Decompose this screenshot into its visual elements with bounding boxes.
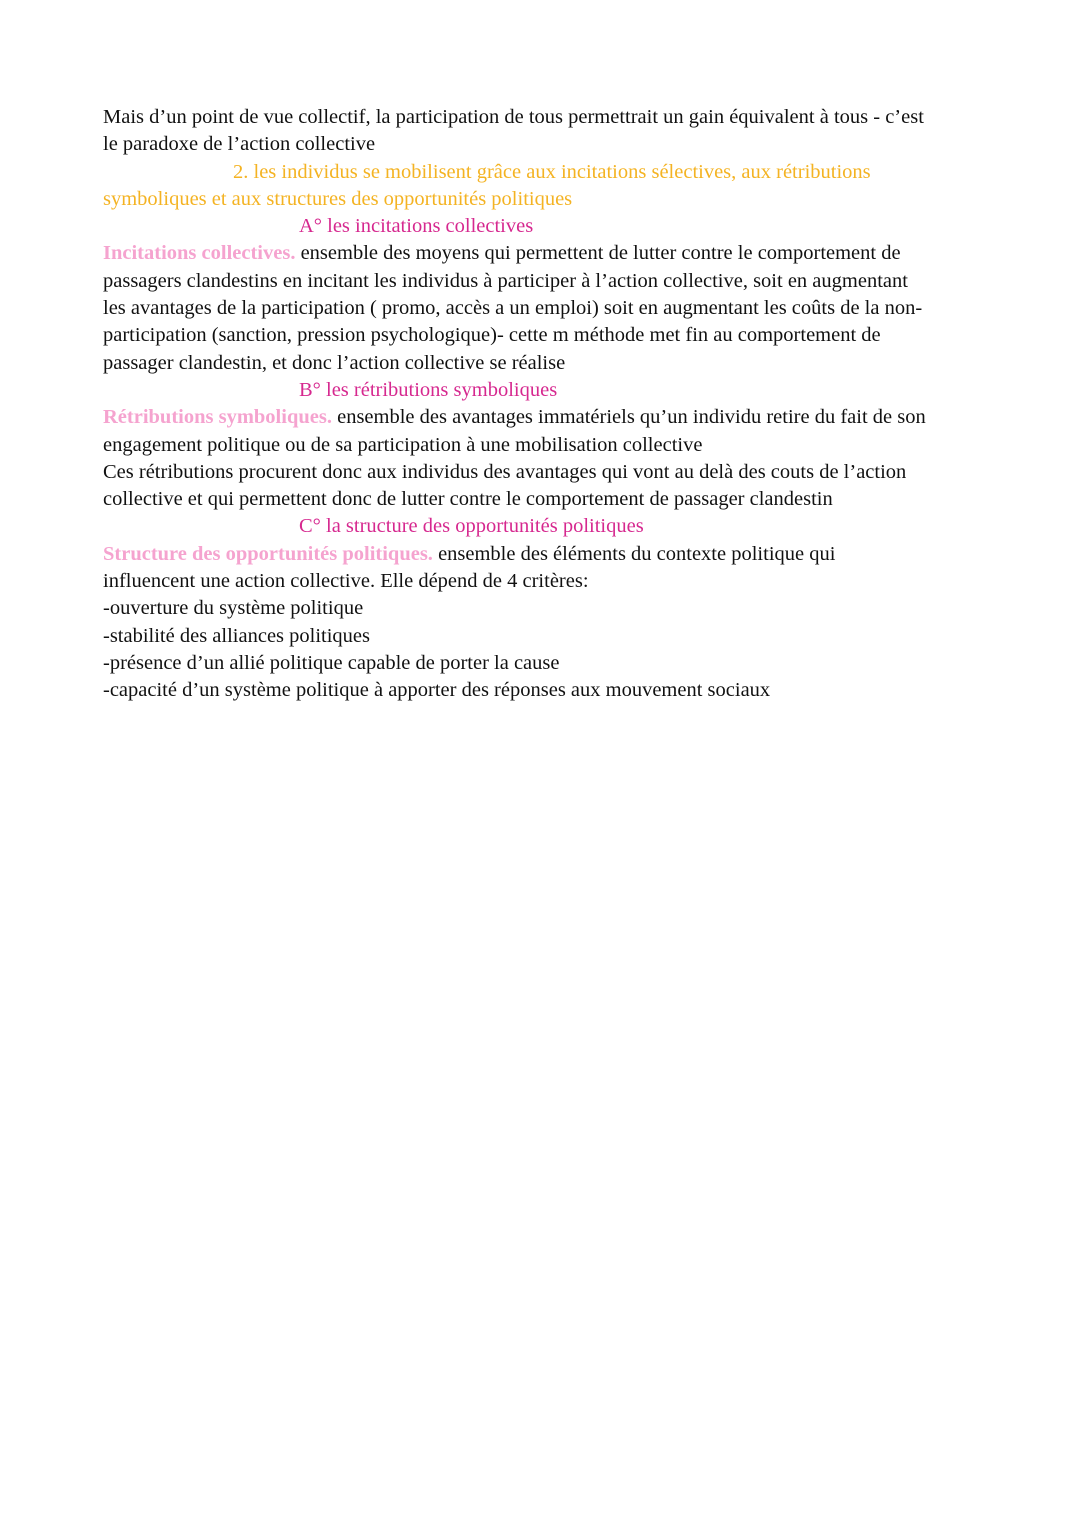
intro-line-1: Mais d’un point de vue collectif, la participation de tous permettrait un gain équivalent à tous - c’est [103, 106, 924, 128]
criteria-list-item: -présence d’un allié politique capable de porter la cause [103, 651, 560, 674]
subheading-c: C° la structure des opportunités politiques [299, 515, 644, 538]
definition-c-first-line [103, 541, 1003, 568]
section-heading-line-1: 2. les individus se mobilisent grâce aux incitations sélectives, aux rétributions [233, 160, 871, 183]
section-heading-line-2: symboliques et aux structures des opportunités politiques [103, 187, 573, 210]
definition-b-text: ensemble des avantages immatériels qu’un individu retire du fait de son [331, 406, 926, 429]
paragraph-a-line: participation (sanction, pression psychologique)- cette m méthode met fin au comportement de [103, 324, 881, 347]
paragraph-a-line: les avantages de la participation ( promo, accès a un emploi) soit en augmentant les coûts de la non- [103, 297, 923, 320]
intro-line-2: le paradoxe de l’action collective [103, 133, 376, 156]
criteria-list-item: -stabilité des alliances politiques [103, 624, 371, 647]
subheading-a: A° les incitations collectives [299, 215, 534, 238]
definition-a-text: ensemble des moyens qui permettent de lutter contre le comportement de [295, 242, 901, 265]
criteria-list-item: -capacité d’un système politique à apporter des réponses aux mouvement sociaux [103, 679, 771, 702]
criteria-list-item: -ouverture du système politique [103, 597, 364, 620]
paragraph-b-line: engagement politique ou de sa participation à une mobilisation collective [103, 433, 703, 456]
subheading-b: B° les rétributions symboliques [299, 378, 558, 401]
definition-b-first-line [103, 404, 1003, 431]
paragraph-b-line: Ces rétributions procurent donc aux individus des avantages qui vont au delà des couts de l’action [103, 460, 907, 483]
term-incitations-collectives: Incitations collectives. [103, 242, 296, 265]
definition-c-text: ensemble des éléments du contexte politique qui [432, 542, 836, 565]
paragraph-a-line: passager clandestin, et donc l’action collective se réalise [103, 351, 566, 374]
paragraph-b-line: collective et qui permettent donc de lutter contre le comportement de passager clandestin [103, 488, 833, 511]
paragraph-c-line: influencent une action collective. Elle dépend de 4 critères: [103, 570, 589, 593]
definition-a-first-line [103, 240, 1003, 267]
paragraph-a-line: passagers clandestins en incitant les individus à participer à l’action collective, soit en augmentant [103, 269, 908, 292]
term-structure-opportunites: Structure des opportunités politiques. [103, 542, 433, 565]
term-retributions-symboliques: Rétributions symboliques. [103, 406, 332, 429]
document-page [103, 104, 1003, 705]
